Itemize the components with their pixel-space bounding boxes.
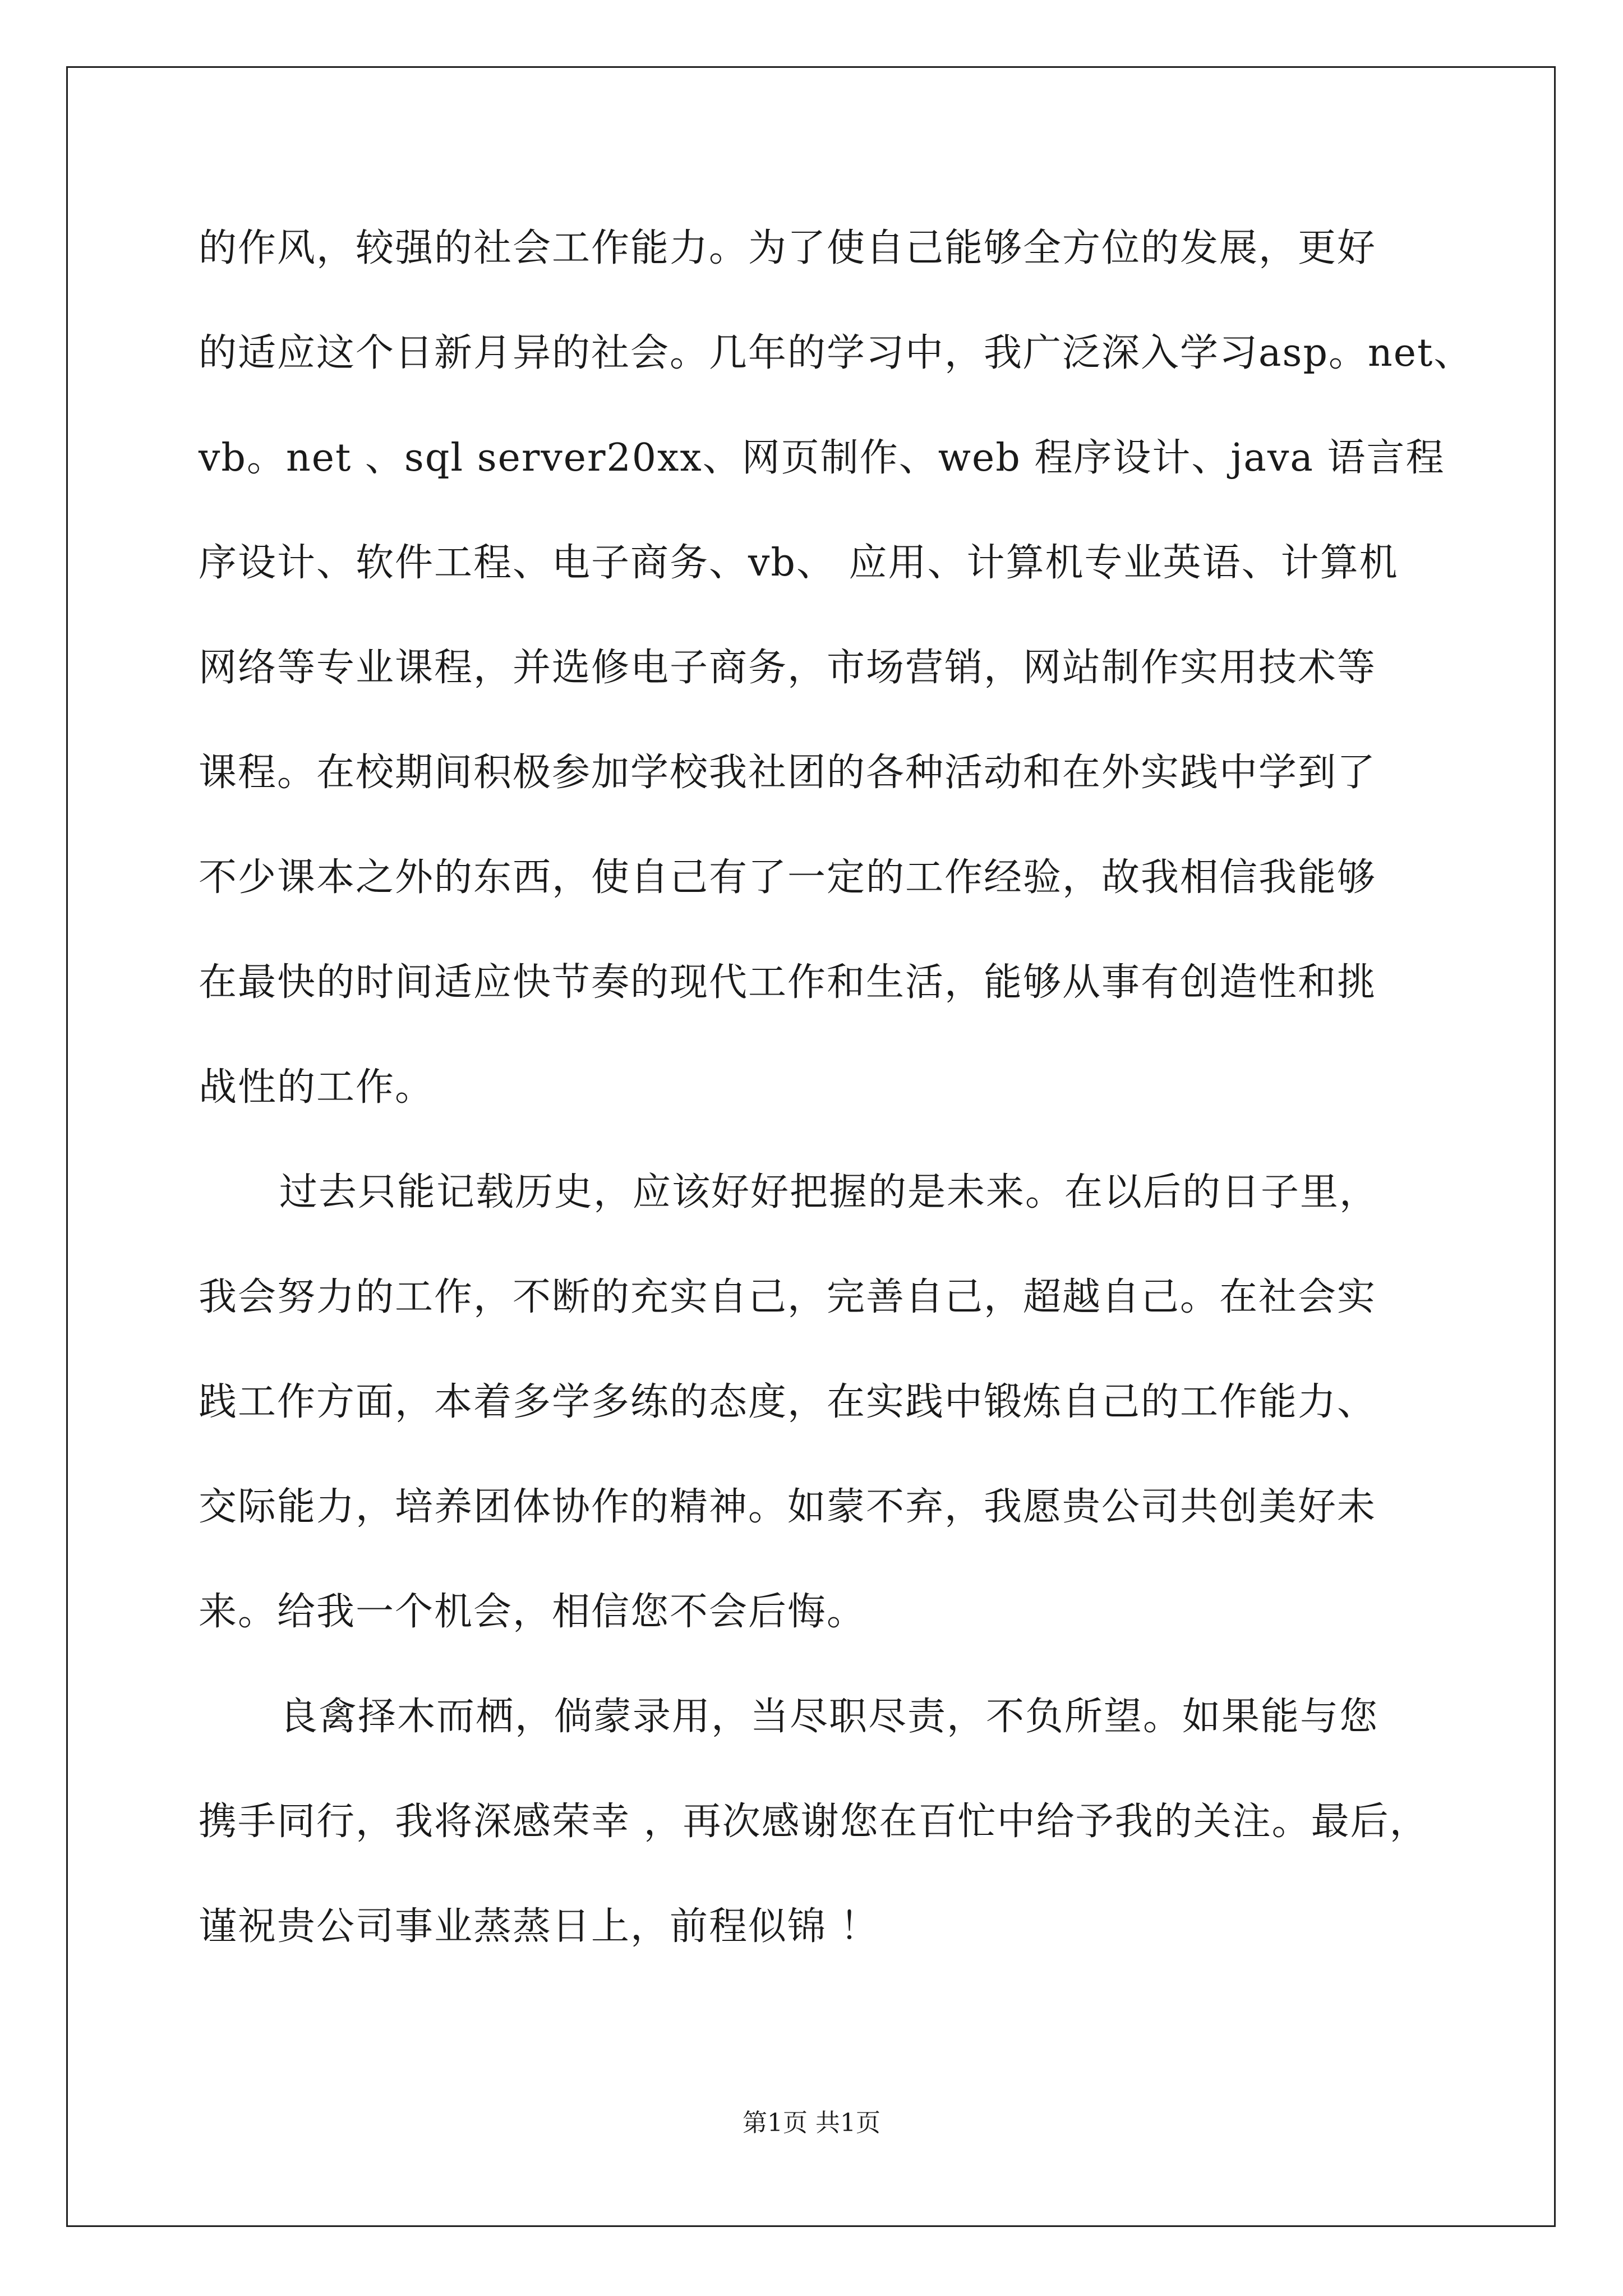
text-line: 战性的工作。 <box>199 1065 435 1110</box>
text-line: 在最快的时间适应快节奏的现代工作和生活，能够从事有创造性和挑 <box>199 960 1377 1005</box>
paragraph-start-line: 过去只能记载历史，应该好好把握的是未来。在以后的日子里， <box>279 1170 1379 1214</box>
text-line: 的作风，较强的社会工作能力。为了使自己能够全方位的发展，更好 <box>199 226 1377 270</box>
text-line: 不少课本之外的东西，使自己有了一定的工作经验，故我相信我能够 <box>199 855 1377 900</box>
page-border <box>66 66 1556 2227</box>
text-line: vb。net 、sql server20xx、网页制作、web 程序设计、java 语言程 <box>199 436 1445 480</box>
text-line: 来。给我一个机会，相信您不会后悔。 <box>199 1590 866 1634</box>
text-line: 的适应这个日新月异的社会。几年的学习中，我广泛深入学习asp。net、 <box>199 331 1473 375</box>
text-line: 践工作方面，本着多学多练的态度，在实践中锻炼自己的工作能力、 <box>199 1380 1377 1424</box>
text-line: 网络等专业课程，并选修电子商务，市场营销，网站制作实用技术等 <box>199 646 1377 690</box>
text-line: 交际能力，培养团体协作的精神。如蒙不弃，我愿贵公司共创美好未 <box>199 1485 1377 1529</box>
paragraph-start-line: 良禽择木而栖，倘蒙录用，当尽职尽责，不负所望。如果能与您 <box>279 1695 1379 1739</box>
text-line: 携手同行，我将深感荣幸 ，再次感谢您在百忙中给予我的关注。最后， <box>199 1800 1429 1844</box>
text-line: 序设计、软件工程、电子商务、vb、 应用、计算机专业英语、计算机 <box>199 541 1399 585</box>
text-line: 谨祝贵公司事业蒸蒸日上，前程似锦 ！ <box>199 1904 879 1949</box>
text-line: 我会努力的工作，不断的充实自己，完善自己，超越自己。在社会实 <box>199 1275 1377 1319</box>
page-number-footer: 第1页 共1页 <box>743 2109 880 2137</box>
text-line: 课程。在校期间积极参加学校我社团的各种活动和在外实践中学到了 <box>199 751 1377 795</box>
